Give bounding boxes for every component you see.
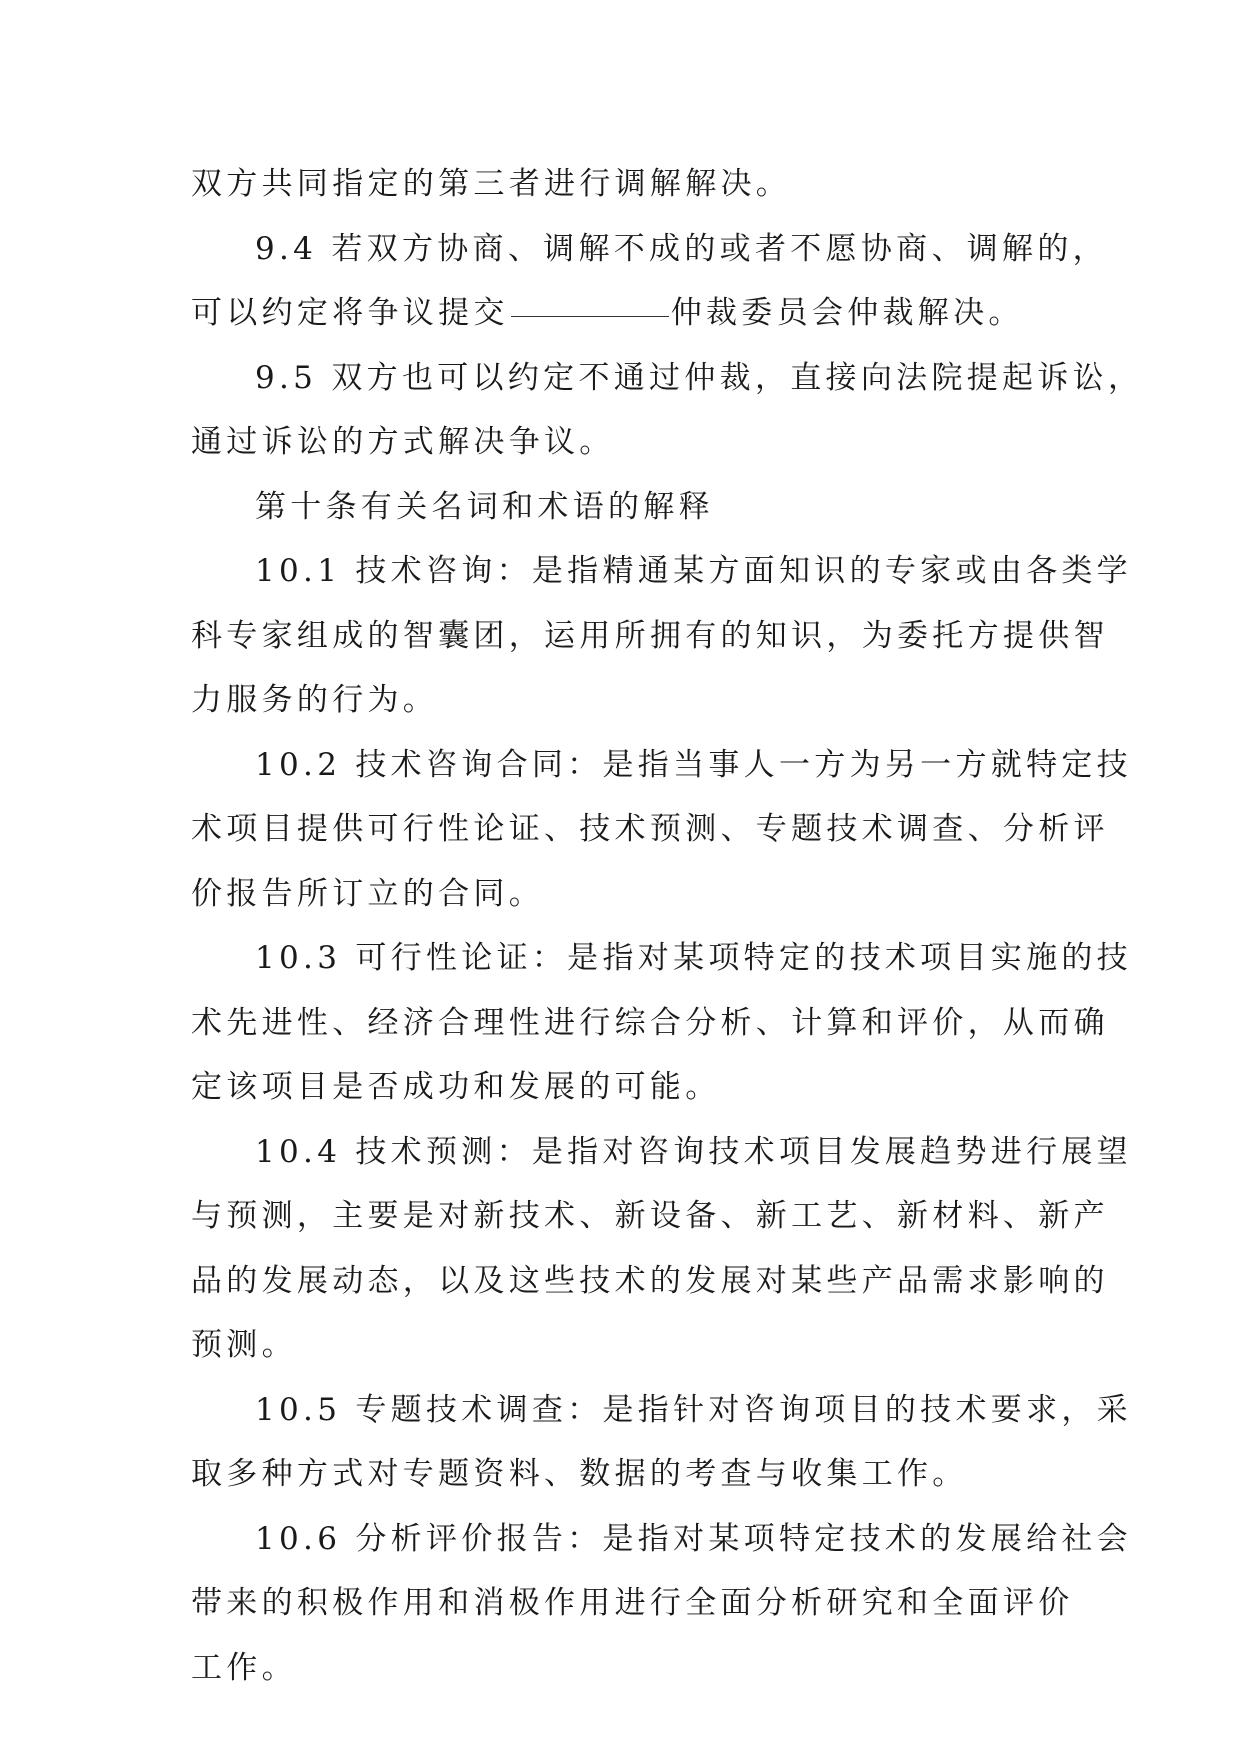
text-line: 预测。 — [191, 1327, 297, 1363]
text-line: 科专家组成的智囊团，运用所拥有的知识，为委托方提供智 — [191, 617, 1109, 654]
text-line: 通过诉讼的方式解决争议。 — [191, 424, 615, 460]
paragraph-10-4 — [191, 1120, 1132, 1378]
text-line: 9.5 双方也可以约定不通过仲裁，直接向法院提起诉讼， — [255, 359, 1144, 396]
text-line: 品的发展动态，以及这些技术的发展对某些产品需求影响的 — [191, 1262, 1109, 1299]
text-line: 10.2 技术咨询合同：是指当事人一方为另一方就特定技 — [255, 746, 1132, 783]
paragraph-10-1 — [191, 539, 1132, 733]
text-line: 术项目提供可行性论证、技术预测、专题技术调查、分析评 — [191, 811, 1109, 847]
text-line: 10.4 技术预测：是指对咨询技术项目发展趋势进行展望 — [255, 1133, 1132, 1170]
text-line: 双方共同指定的第三者进行调解解决。 — [191, 166, 792, 202]
text-line: 定该项目是否成功和发展的可能。 — [191, 1069, 721, 1105]
paragraph-9-4 — [191, 217, 1108, 346]
text-line: 10.5 专题技术调查：是指针对咨询项目的技术要求，采 — [255, 1391, 1132, 1428]
text-line: 取多种方式对专题资料、数据的考查与收集工作。 — [191, 1456, 968, 1492]
text-line: 9.4 若双方协商、调解不成的或者不愿协商、调解的， — [255, 230, 1108, 267]
paragraph-10-2 — [191, 733, 1132, 927]
paragraph-9-5 — [191, 346, 1144, 475]
document-body — [191, 152, 1144, 1700]
paragraph-10-6 — [191, 1507, 1132, 1701]
text-after-blank: 仲裁委员会仲裁解决。 — [670, 295, 1024, 331]
text-line: 价报告所订立的合同。 — [191, 875, 544, 912]
text-line: 带来的积极作用和消极作用进行全面分析研究和全面评价 — [191, 1585, 1074, 1621]
text-line: 力服务的行为。 — [191, 682, 439, 718]
paragraph-10-5 — [191, 1378, 1132, 1507]
text-line: 与预测，主要是对新技术、新设备、新工艺、新材料、新产 — [191, 1198, 1109, 1234]
paragraph-10-3 — [191, 926, 1132, 1120]
text-line-with-blank — [191, 281, 1071, 346]
text-line: 10.1 技术咨询：是指精通某方面知识的专家或由各类学 — [255, 553, 1132, 589]
section-heading-10 — [191, 475, 1071, 540]
text-before-blank: 可以约定将争议提交 — [191, 295, 509, 331]
text-line: 工作。 — [191, 1649, 297, 1686]
fill-in-blank — [511, 315, 669, 317]
heading-text: 第十条有关名词和术语的解释 — [255, 488, 714, 525]
text-line: 术先进性、经济合理性进行综合分析、计算和评价，从而确 — [191, 1004, 1109, 1041]
text-line: 10.6 分析评价报告：是指对某项特定技术的发展给社会 — [255, 1520, 1132, 1557]
text-line: 10.3 可行性论证：是指对某项特定的技术项目实施的技 — [255, 940, 1132, 976]
paragraph-continuation — [191, 152, 1071, 217]
